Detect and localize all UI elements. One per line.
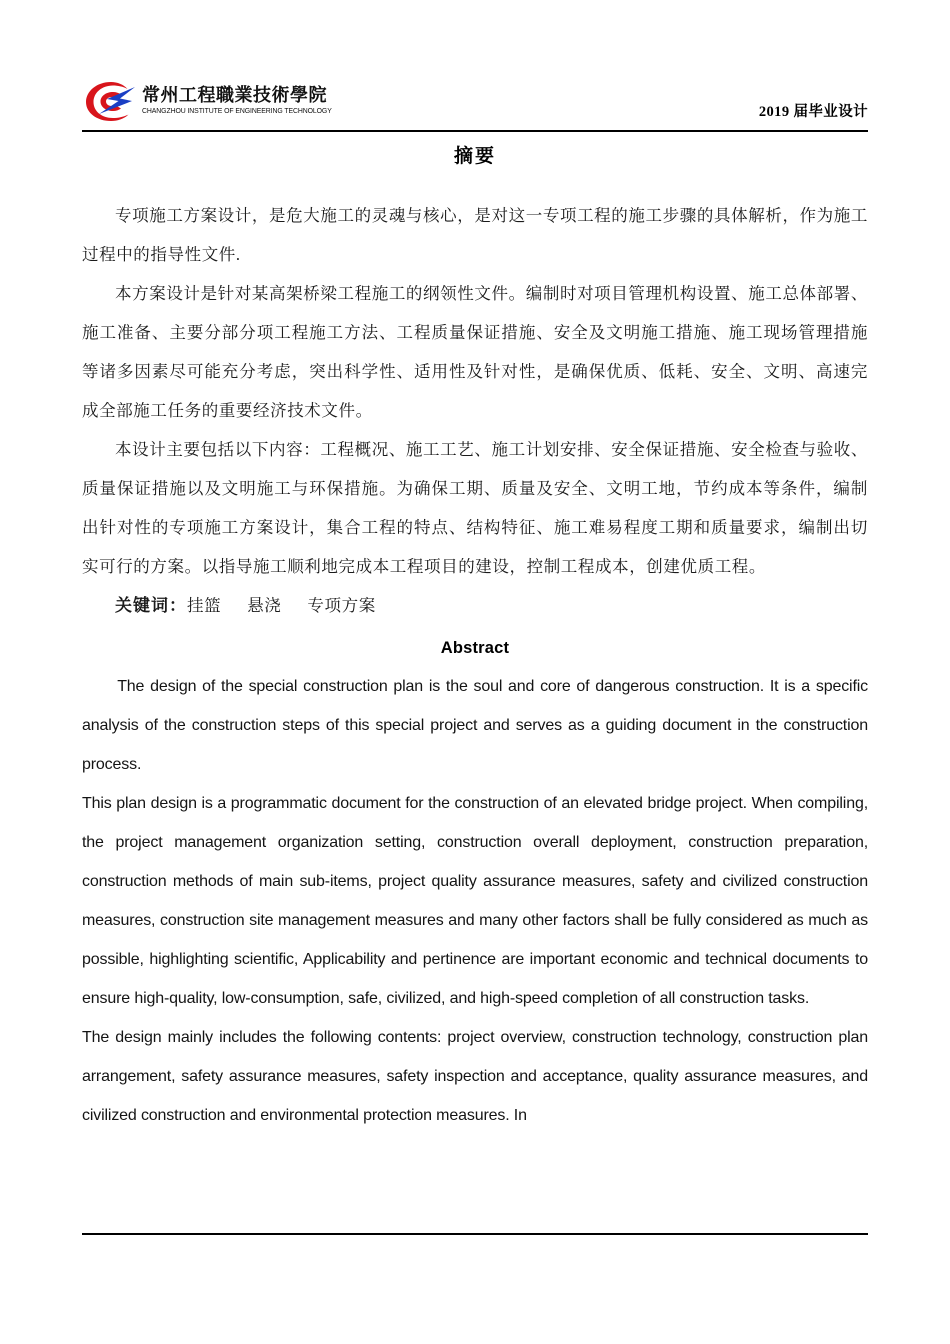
abstract-title: Abstract	[440, 638, 510, 657]
footer-divider	[82, 1233, 868, 1235]
changzhou-institute-logo-icon	[82, 79, 138, 123]
english-paragraph-3: The design mainly includes the following contents: project overview, construction technology, construction plan arrangement, safety assurance measures, safety inspection and acceptance, quality assurance measures, and civilized construction and environmental protection measures. In	[82, 1028, 868, 1124]
keyword-term-1: 挂篮	[187, 595, 222, 615]
keyword-term-3: 专项方案	[307, 595, 376, 615]
logo-wordmark	[142, 86, 348, 117]
english-paragraph-1: The design of the special construction plan is the soul and core of dangerous construction. It is a specific analysis of the construction steps of this special project and serves as a guiding document in the construction process.	[82, 677, 868, 773]
chinese-paragraph-2: 本方案设计是针对某高架桥梁工程施工的纲领性文件。编制时对项目管理机构设置、施工总体部署、施工准备、主要分部分项工程施工方法、工程质量保证措施、安全及文明施工措施、施工现场管理措施等诸多因素尽可能充分考虑，突出科学性、适用性及针对性，是确保优质、低耗、安全、文明、高速完成全部施工任务的重要经济技术文件。	[82, 283, 868, 420]
chinese-paragraph-3: 本设计主要包括以下内容：工程概况、施工工艺、施工计划安排、安全保证措施、安全检查与验收、质量保证措施以及文明施工与环保措施。为确保工期、质量及安全、文明工地，节约成本等条件，编制出针对性的专项施工方案设计，集合工程的特点、结构特征、施工难易程度工期和质量要求，编制出切实可行的方案。以指导施工顺利地完成本工程项目的建设，控制工程成本，创建优质工程。	[82, 439, 868, 576]
keyword-term-2: 悬浇	[247, 595, 282, 615]
page-header	[82, 72, 868, 127]
header-divider	[82, 130, 868, 132]
page-title: 摘要	[453, 146, 496, 167]
header-right-text: 2019 届毕业设计	[758, 104, 868, 120]
english-paragraph-2: This plan design is a programmatic document for the construction of an elevated bridge project. When compiling, the project management organization setting, construction overall deployment, construction preparation, construction methods of main sub-items, project quality assurance measures, safety and civilized construction measures, construction site management measures and many other factors shall be fully considered as much as possible, highlighting scientific, Applicability and pertinence are important economic and technical documents to ensure high-quality, low-consumption, safe, civilized, and high-speed completion of all construction tasks.	[82, 794, 868, 1007]
page-content	[82, 139, 868, 1135]
institution-logo	[82, 75, 348, 127]
chinese-paragraph-1: 专项施工方案设计，是危大施工的灵魂与核心，是对这一专项工程的施工步骤的具体解析，作为施工过程中的指导性文件.	[82, 205, 868, 264]
logo-english-name: CHANGZHOU INSTITUTE OF ENGINEERING TECHNOLOGY	[142, 106, 332, 116]
logo-chinese-name: 常州工程職業技術學院	[142, 84, 327, 105]
keywords-line	[82, 586, 868, 625]
keywords-label: 关键词：	[115, 595, 187, 615]
